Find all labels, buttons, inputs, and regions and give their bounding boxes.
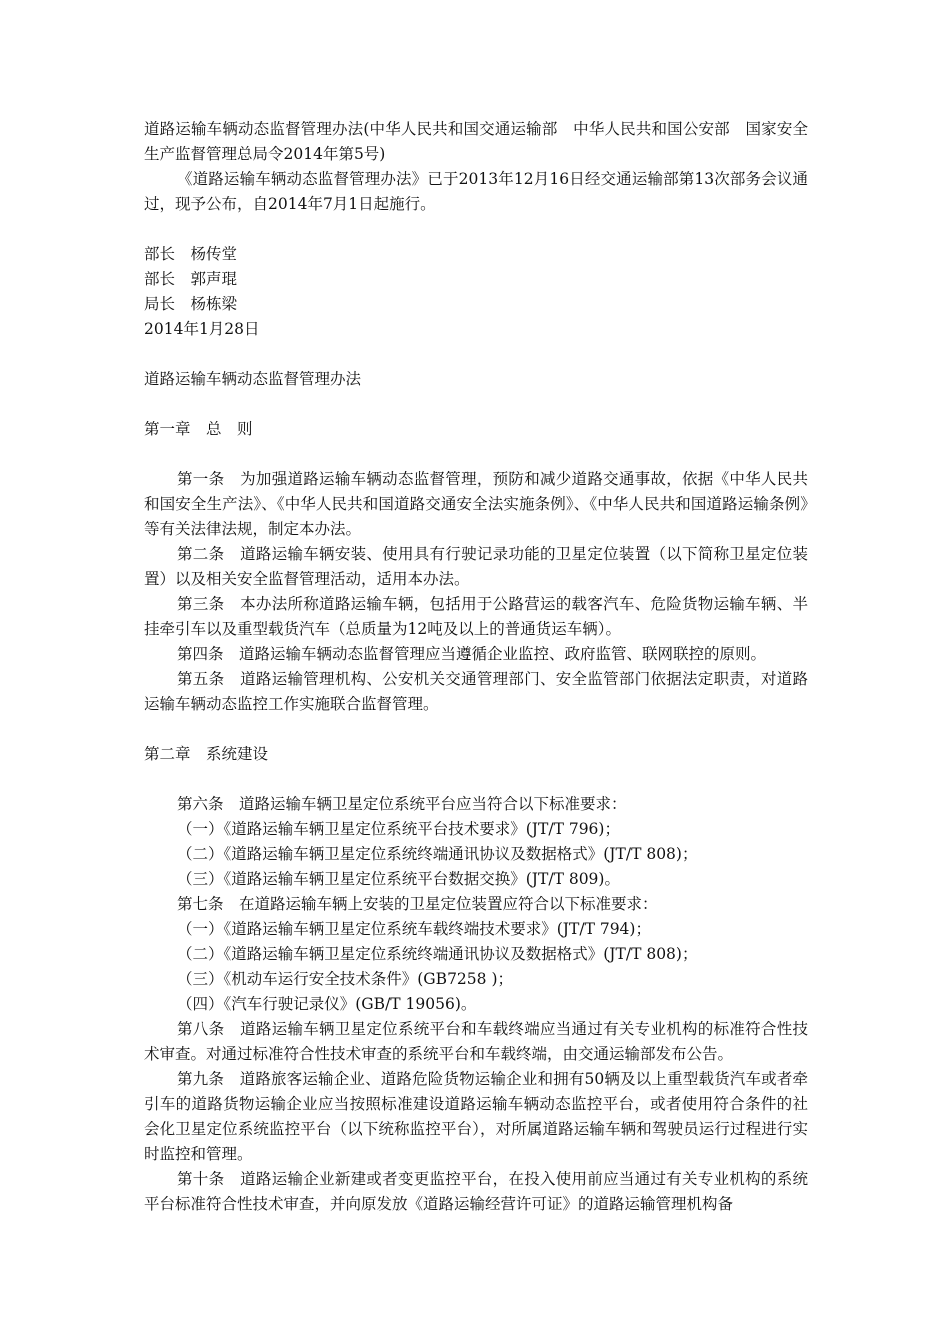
signature-line: 部长 郭声琨 <box>144 270 238 288</box>
article-paragraph: 第九条 道路旅客运输企业、道路危险货物运输企业和拥有50辆及以上重型载货汽车或者牵引车的道路货物运输企业应当按照标准建设道路运输车辆动态监控平台，或者使用符合条件的社会化卫星定位系统监控平台（以下统称监控平台），对所属道路运输车辆和驾驶员运行过程进行实时监控和管理。 <box>144 1070 808 1163</box>
standard-list-item: （一）《道路运输车辆卫星定位系统车载终端技术要求》(JT/T 794)； <box>177 920 651 938</box>
header-title: 道路运输车辆动态监督管理办法(中华人民共和国交通运输部 中华人民共和国公安部 国家安全生产监督管理总局令2014年第5号) <box>144 120 808 163</box>
standard-list-item: （二）《道路运输车辆卫星定位系统终端通讯协议及数据格式》(JT/T 808)； <box>177 845 698 863</box>
article-paragraph: 第八条 道路运输车辆卫星定位系统平台和车载终端应当通过有关专业机构的标准符合性技术审查。对通过标准符合性技术审查的系统平台和车载终端，由交通运输部发布公告。 <box>144 1020 808 1063</box>
spacer <box>144 217 808 242</box>
standard-list-item: （三）《道路运输车辆卫星定位系统平台数据交换》(JT/T 809)。 <box>177 870 620 888</box>
article-paragraph: 第二条 道路运输车辆安装、使用具有行驶记录功能的卫星定位装置（以下简称卫星定位装置）以及相关安全监督管理活动，适用本办法。 <box>144 545 808 588</box>
standard-list-item: （一）《道路运输车辆卫星定位系统平台技术要求》(JT/T 796)； <box>177 820 620 838</box>
document-title: 道路运输车辆动态监督管理办法 <box>144 370 362 388</box>
spacer <box>144 767 808 792</box>
article-paragraph: 第一条 为加强道路运输车辆动态监督管理，预防和减少道路交通事故，依据《中华人民共和国安全生产法》、《中华人民共和国道路交通安全法实施条例》、《中华人民共和国道路运输条例》等有关法律法规，制定本办法。 <box>144 470 808 538</box>
issue-date: 2014年1月28日 <box>144 320 260 338</box>
article-paragraph: 第十条 道路运输企业新建或者变更监控平台，在投入使用前应当通过有关专业机构的系统平台标准符合性技术审查，并向原发放《道路运输经营许可证》的道路运输管理机构备 <box>144 1170 808 1213</box>
article-paragraph: 第五条 道路运输管理机构、公安机关交通管理部门、安全监管部门依据法定职责，对道路运输车辆动态监控工作实施联合监督管理。 <box>144 670 808 713</box>
article-paragraph: 第三条 本办法所称道路运输车辆，包括用于公路营运的载客汽车、危险货物运输车辆、半挂牵引车以及重型载货汽车（总质量为12吨及以上的普通货运车辆）。 <box>144 595 808 638</box>
spacer <box>144 342 808 367</box>
article-paragraph: 第四条 道路运输车辆动态监督管理应当遵循企业监控、政府监管、联网联控的原则。 <box>177 645 767 663</box>
article-paragraph: 第七条 在道路运输车辆上安装的卫星定位装置应符合以下标准要求： <box>177 895 658 913</box>
spacer <box>144 717 808 742</box>
chapter-heading: 第二章 系统建设 <box>144 745 269 763</box>
document-body <box>144 117 808 1217</box>
standard-list-item: （四）《汽车行驶记录仪》(GB/T 19056)。 <box>177 995 477 1013</box>
standard-list-item: （二）《道路运输车辆卫星定位系统终端通讯协议及数据格式》(JT/T 808)； <box>177 945 698 963</box>
announcement: 《道路运输车辆动态监督管理办法》已于2013年12月16日经交通运输部第13次部务会议通过，现予公布，自2014年7月1日起施行。 <box>144 170 808 213</box>
signature-line: 局长 杨栋梁 <box>144 295 238 313</box>
chapter-heading: 第一章 总 则 <box>144 420 253 438</box>
standard-list-item: （三）《机动车运行安全技术条件》(GB7258 )； <box>177 970 513 988</box>
signature-line: 部长 杨传堂 <box>144 245 238 263</box>
article-paragraph: 第六条 道路运输车辆卫星定位系统平台应当符合以下标准要求： <box>177 795 627 813</box>
spacer <box>144 392 808 417</box>
spacer <box>144 442 808 467</box>
